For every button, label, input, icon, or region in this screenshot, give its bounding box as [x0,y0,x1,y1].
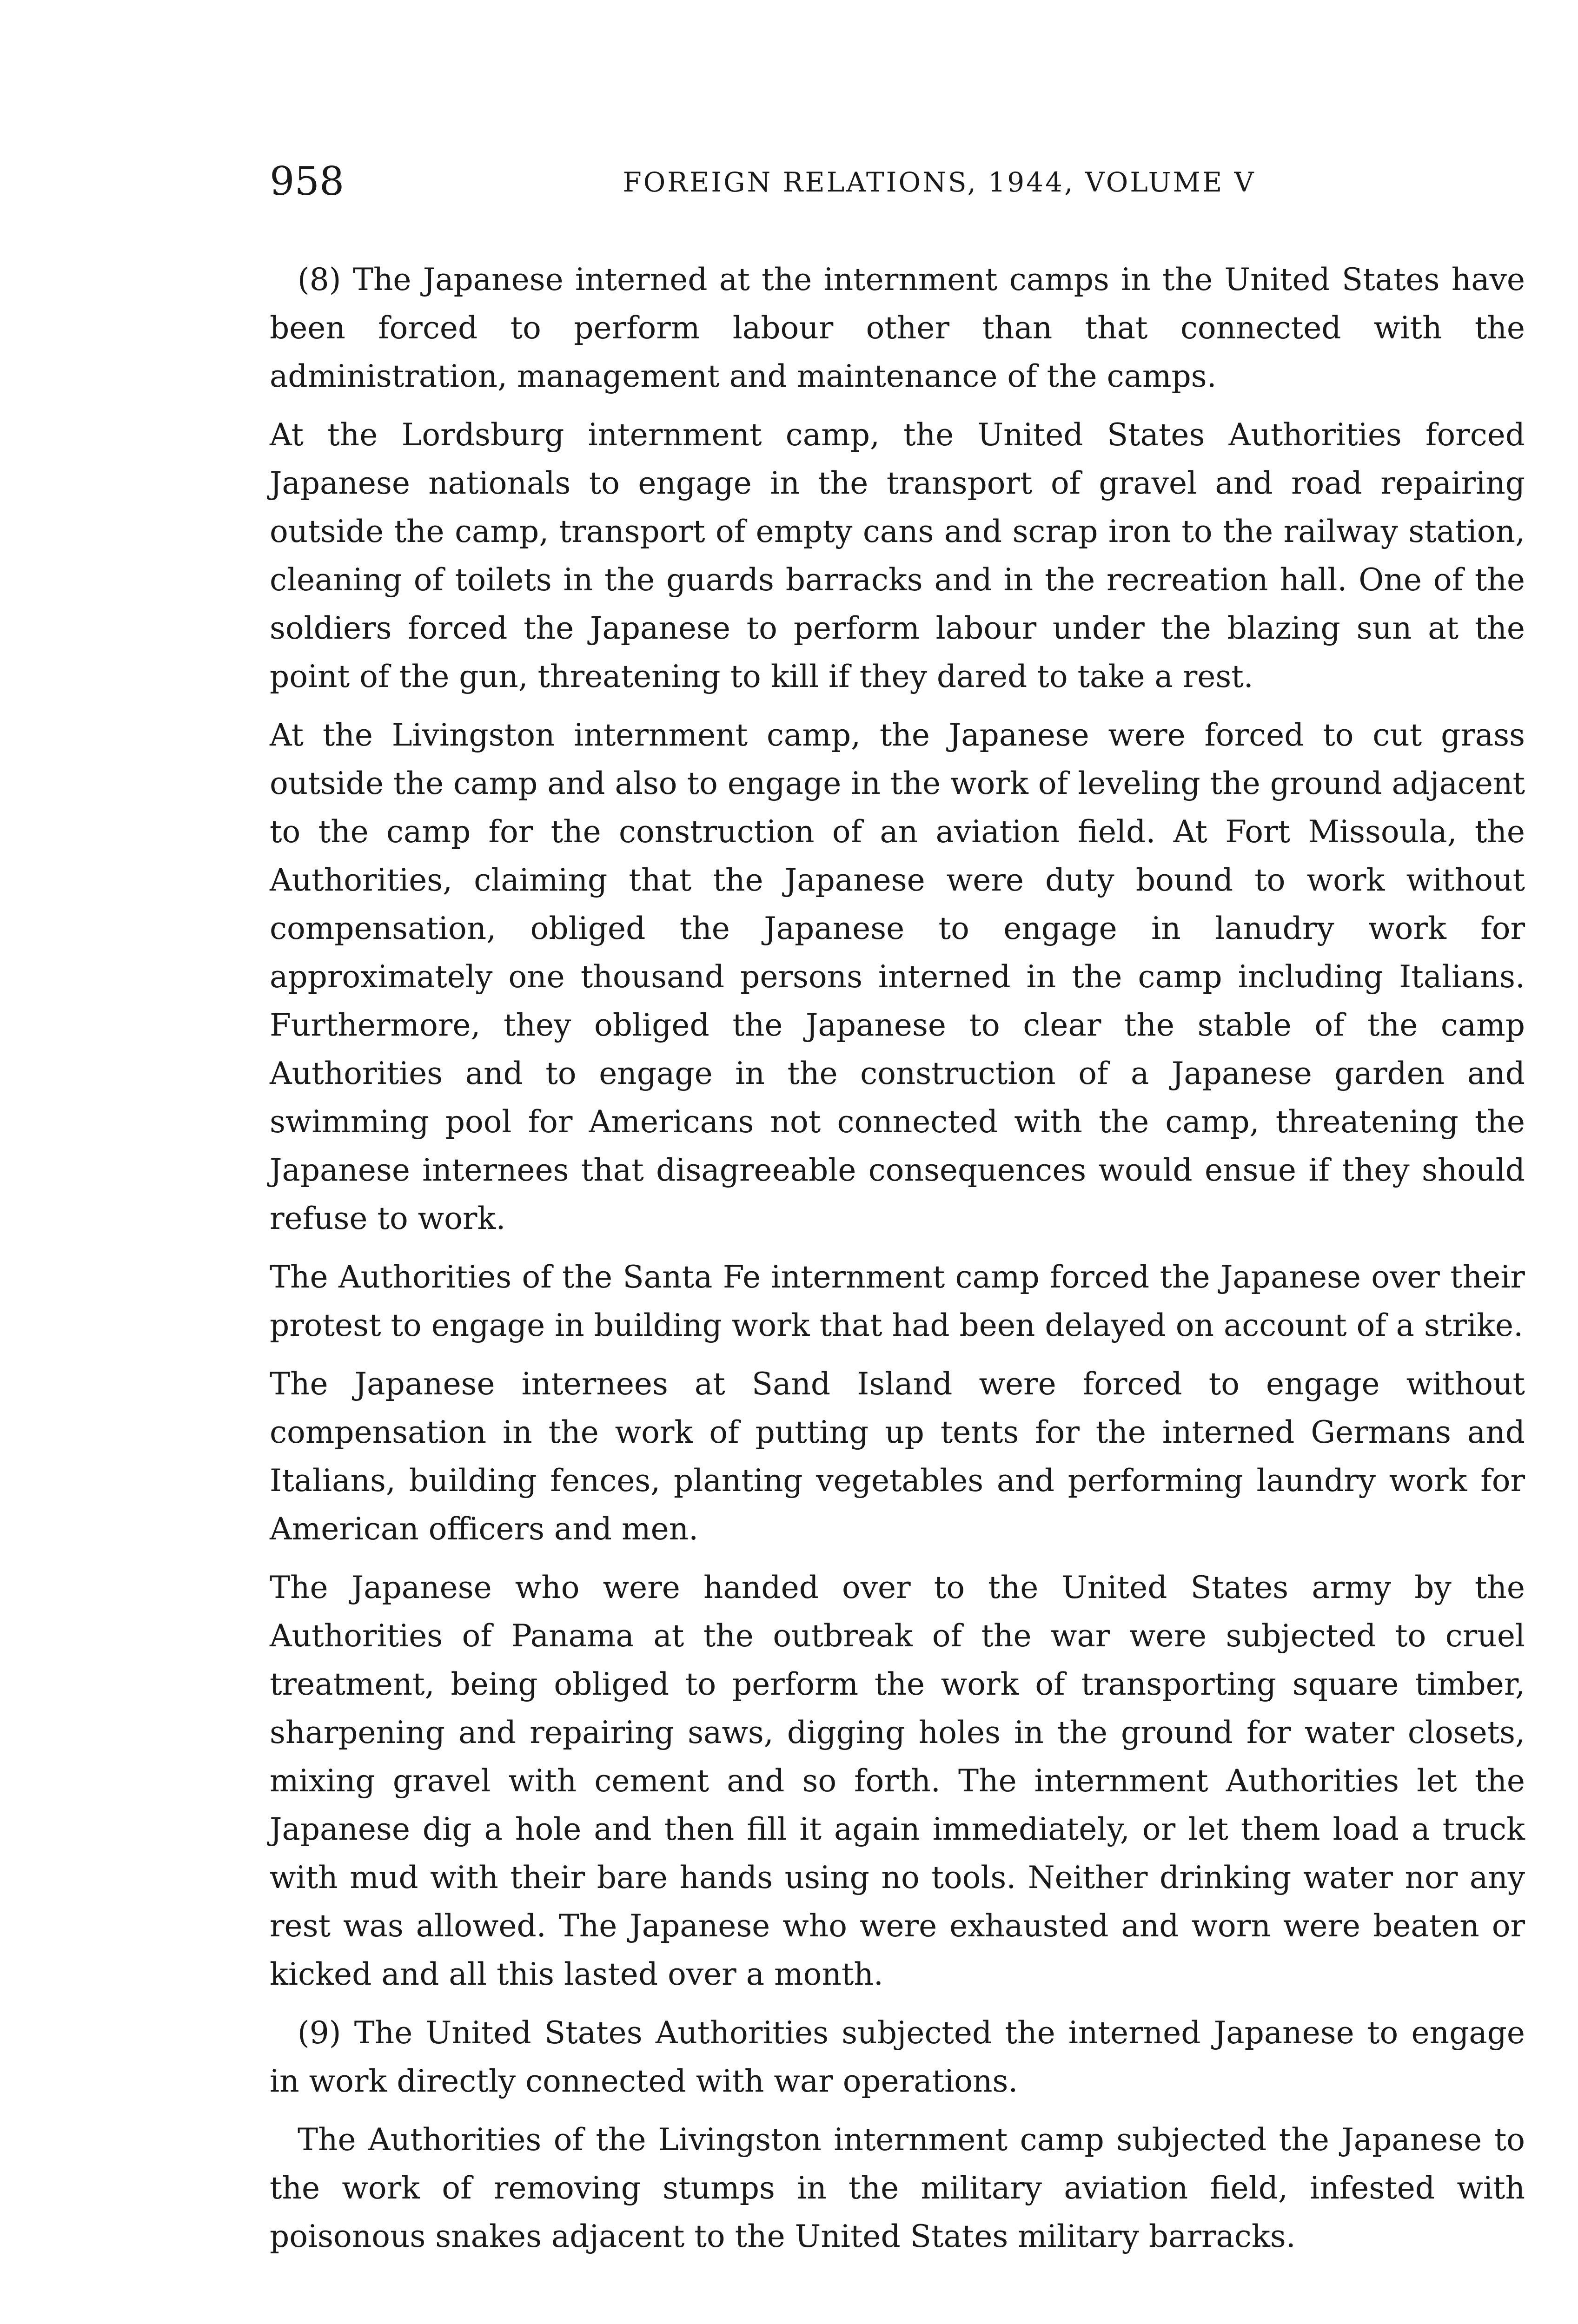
paragraph-livingston-missoula: At the Livingston internment camp, the Japanese were forced to cut grass outside the camp and also to engage in the work of leveling the ground adjacent to the camp for the construction of an aviation field. At Fort Missoula, the Authorities, claiming that the Japanese were duty bound to work without compensation, obliged the Japanese to engage in lanudry work for approximately one thousand persons interned in the camp including Italians. Furthermore, they obliged the Japanese to clear the stable of the camp Authorities and to engage in the construction of a Japanese garden and swimming pool for Americans not connected with the camp, threatening the Japanese internees that disagreeable consequences would ensue if they should refuse to work. [270,717,1525,1236]
paragraph-panama: The Japanese who were handed over to the United States army by the Authorities of Panama at the outbreak of the war were subjected to cruel treatment, being obliged to perform the work of transporting square timber, sharpening and repairing saws, digging holes in the ground for water closets, mixing gravel with cement and so forth. The internment Authorities let the Japanese dig a hole and then fill it again immediately, or let them load a truck with mud with their bare hands using no tools. Neither drinking water nor any rest was allowed. The Japanese who were exhausted and worn were beaten or kicked and all this lasted over a month. [270,1570,1525,1992]
page-header [270,158,1525,214]
body-text [270,256,1525,2261]
paragraph-santa-fe: The Authorities of the Santa Fe internment camp forced the Japanese over their protest to engage in building work that had been delayed on account of a strike. [270,1259,1525,1343]
running-title: FOREIGN RELATIONS, 1944, VOLUME V [623,166,1256,198]
paragraph-sand-island: The Japanese internees at Sand Island were forced to engage without compensation in the work of putting up tents for the interned Germans and Italians, building fences, planting vegetables and performing laundry work for American officers and men. [270,1366,1525,1547]
paragraph-lordsburg: At the Lordsburg internment camp, the United States Authorities forced Japanese nationals to engage in the transport of gravel and road repairing outside the camp, transport of empty cans and scrap iron to the railway station, cleaning of toilets in the guards barracks and in the recreation hall. One of the soldiers forced the Japanese to perform labour under the blazing sun at the point of the gun, threatening to kill if they dared to take a rest. [270,417,1525,694]
paragraph-item-9: (9) The United States Authorities subjected the interned Japanese to engage in work directly connected with war operations. [270,2015,1525,2099]
paragraph-livingston-stumps: The Authorities of the Livingston internment camp subjected the Japanese to the work of removing stumps in the military aviation field, infested with poisonous snakes adjacent to the United States military barracks. [270,2122,1525,2254]
paragraph-item-8: (8) The Japanese interned at the internment camps in the United States have been forced to perform labour other than that connected with the administration, management and maintenance of the camps. [270,262,1525,394]
page-number: 958 [270,158,345,204]
document-page [270,158,1525,2271]
